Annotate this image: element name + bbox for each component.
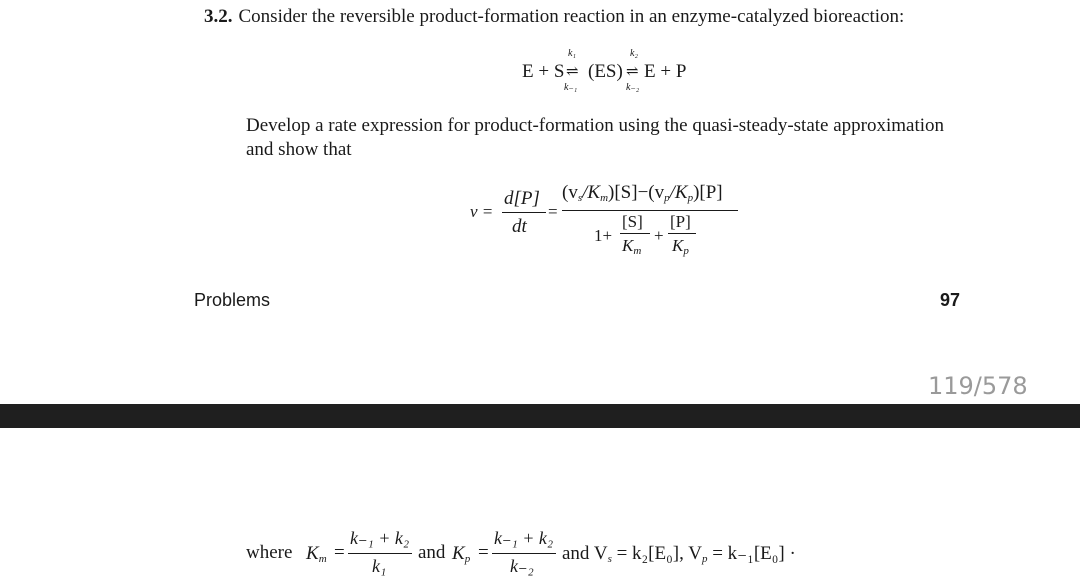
Km-symbol: $K_m$	[306, 543, 327, 565]
Km-fraction-bar	[348, 553, 412, 554]
page-number: 97	[940, 290, 961, 310]
running-footer-label: Problems	[194, 290, 271, 310]
product-fraction-bar	[668, 233, 696, 234]
instruction-line-1: Develop a rate expression for product-formation using the quasi-steady-state approximation	[246, 115, 945, 136]
denominator-plus: +	[654, 226, 664, 245]
rate-constant-k-2: k₋₂	[626, 82, 640, 93]
Kp-equals: =	[478, 542, 489, 563]
rate-fraction-bar	[562, 210, 738, 211]
substrate-fraction-bar	[620, 233, 650, 234]
reversible-arrow-1: ⇌	[566, 64, 579, 80]
reaction-reactants: E + S	[522, 61, 565, 82]
where-definitions	[246, 528, 846, 588]
equals-sign: =	[548, 202, 558, 221]
rate-numerator: $(v_s/K_m)[S]-(v_p/K_p)[P]$	[562, 182, 723, 204]
problem-number: 3.2.	[204, 6, 233, 27]
reaction-products: E + P	[644, 61, 687, 82]
Kp-denominator: k₋₂	[510, 556, 534, 576]
Km-equals: =	[334, 542, 345, 563]
rate-constant-k1: k₁	[568, 48, 576, 59]
velocity-definitions: and $V_s = k_2[E_0]$, $V_p = k_{-1}[E_0]$ ·	[562, 543, 796, 565]
instruction-line-2: and show that	[246, 139, 352, 160]
Kp-numerator: k₋₁ + k₂	[494, 528, 554, 548]
rate-constant-k2: k₂	[630, 48, 638, 59]
denominator-Km: $K_m$	[622, 236, 642, 257]
rate-expression	[470, 178, 760, 268]
and-word-1: and	[418, 542, 446, 563]
reversible-arrow-2: ⇌	[626, 64, 639, 80]
rate-derivative-denominator: dt	[512, 216, 527, 237]
derivative-fraction-bar	[502, 212, 546, 213]
reaction-complex: (ES)	[588, 61, 623, 82]
denominator-one-plus: 1+	[594, 226, 613, 245]
instruction-paragraph	[246, 114, 976, 162]
problem-statement	[204, 6, 904, 28]
rate-derivative-numerator: d[P]	[504, 188, 540, 209]
Kp-symbol: $K_p$	[452, 543, 471, 565]
Kp-fraction-bar	[492, 553, 556, 554]
Km-denominator: k₁	[372, 556, 387, 576]
page-divider	[0, 404, 1080, 428]
rate-constant-k-1: k₋₁	[564, 82, 578, 93]
where-word: where	[246, 542, 293, 563]
rate-symbol: v =	[470, 202, 494, 221]
problem-text: Consider the reversible product-formation reaction in an enzyme-catalyzed bioreaction:	[238, 6, 905, 27]
denominator-product: [P]	[670, 212, 691, 231]
Km-numerator: k₋₁ + k₂	[350, 528, 410, 548]
denominator-Kp: $K_p$	[672, 236, 689, 257]
page-bottom	[0, 428, 1080, 586]
denominator-substrate: [S]	[622, 212, 643, 231]
viewer-page-counter: 119/578	[928, 372, 1028, 400]
